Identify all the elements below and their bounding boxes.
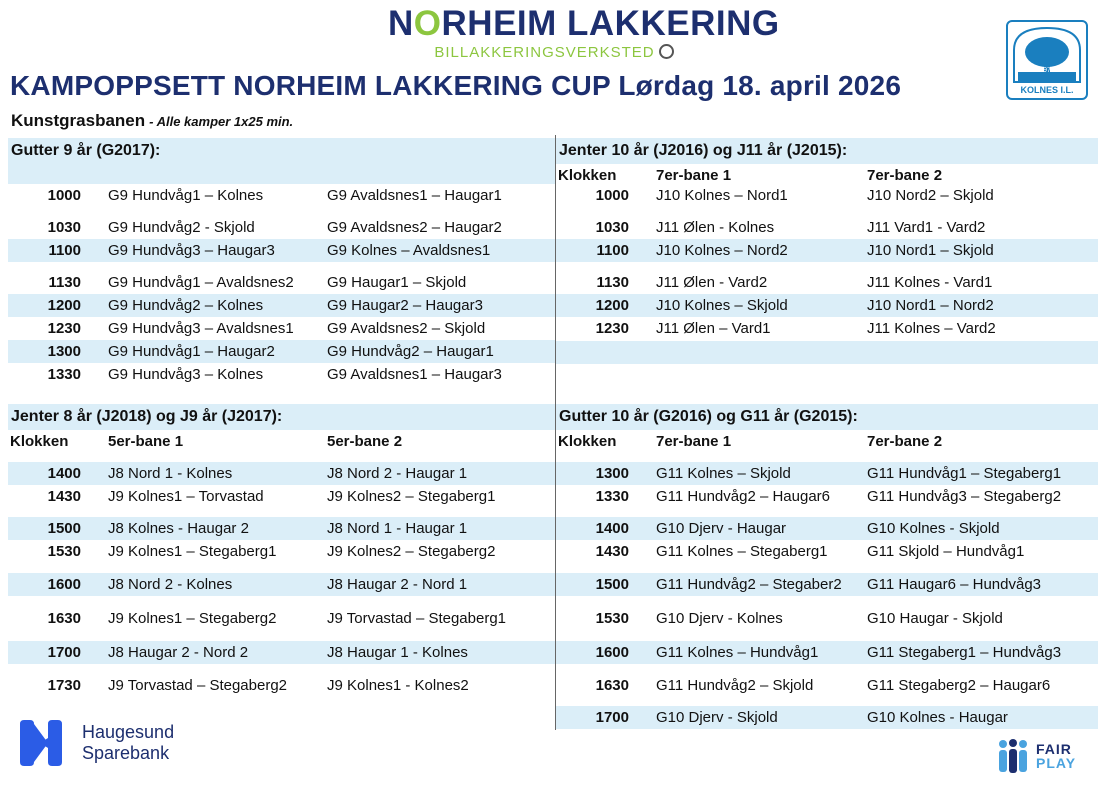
match-field-1: G11 Hundvåg2 – Skjold: [656, 677, 814, 694]
match-row: [556, 485, 1098, 508]
match-field-1: G9 Hundvåg1 – Kolnes: [108, 187, 264, 204]
field-note: - Alle kamper 1x25 min.: [149, 114, 294, 129]
match-row: [556, 573, 1098, 596]
match-time: 1630: [47, 610, 81, 627]
match-row: [556, 540, 1098, 563]
match-field-2: G10 Kolnes - Haugar: [867, 709, 1008, 726]
match-row: [8, 216, 555, 239]
club-year: 1978: [1039, 67, 1055, 74]
match-time: 1400: [595, 520, 629, 537]
section-title: Gutter 9 år (G2017):: [8, 138, 555, 164]
match-field-1: J8 Nord 1 - Kolnes: [108, 465, 233, 482]
match-row: [556, 607, 1098, 630]
match-field-1: J9 Kolnes1 – Stegaberg1: [108, 543, 277, 560]
match-field-1: G11 Kolnes – Stegaberg1: [656, 543, 828, 560]
row-stripe: [8, 160, 555, 184]
match-field-1: G11 Hundvåg2 – Stegaber2: [656, 576, 842, 593]
match-row: [8, 271, 555, 294]
match-time: 1730: [47, 677, 81, 694]
match-row: [556, 239, 1098, 262]
match-row: [8, 674, 555, 697]
match-row: [556, 216, 1098, 239]
match-row: [8, 184, 555, 207]
match-row: [556, 641, 1098, 664]
match-row: [8, 540, 555, 563]
match-row: [556, 184, 1098, 207]
match-field-2: G9 Avaldsnes1 – Haugar1: [327, 187, 502, 204]
match-field-2: G11 Skjold – Hundvåg1: [867, 543, 1025, 560]
match-time: 1100: [48, 242, 81, 259]
match-field-2: J8 Nord 2 - Haugar 1: [327, 465, 468, 482]
match-field-2: G9 Haugar2 – Haugar3: [327, 297, 483, 314]
match-row: [8, 485, 555, 508]
match-time: 1600: [595, 644, 629, 661]
match-time: 1530: [47, 543, 81, 560]
match-field-1: J10 Kolnes – Skjold: [656, 297, 788, 314]
match-time: 1200: [47, 297, 81, 314]
match-field-2: G9 Haugar1 – Skjold: [327, 274, 467, 291]
match-field-2: J9 Kolnes1 - Kolnes2: [327, 677, 469, 694]
header-time: Klokken: [10, 433, 69, 450]
match-row: [556, 271, 1098, 294]
section-title: Jenter 10 år (J2016) og J11 år (J2015):: [556, 138, 1098, 164]
match-field-1: J9 Torvastad – Stegaberg2: [108, 677, 288, 694]
match-time: 1030: [595, 219, 629, 236]
gear-icon: [659, 44, 674, 59]
schedule-gutter-9: [8, 138, 555, 390]
header-time: Klokken: [558, 167, 617, 184]
match-field-2: J10 Nord1 – Nord2: [867, 297, 994, 314]
match-field-2: G11 Hundvåg1 – Stegaberg1: [867, 465, 1062, 482]
match-time: 1430: [47, 488, 81, 505]
match-row: [8, 641, 555, 664]
match-field-2: G11 Hundvåg3 – Stegaberg2: [867, 488, 1062, 505]
row-stripe: [556, 341, 1098, 364]
match-field-1: J11 Ølen - Kolnes: [656, 219, 775, 236]
match-time: 1700: [595, 709, 629, 726]
match-field-2: G9 Avaldsnes1 – Haugar3: [327, 366, 502, 383]
header-field-2: 5er-bane 2: [327, 433, 403, 450]
match-field-1: J11 Ølen – Vard1: [656, 320, 771, 337]
section-title: Jenter 8 år (J2018) og J9 år (J2017):: [8, 404, 555, 430]
schedule-jenter-8: [8, 404, 555, 700]
club-name: KOLNES I.L.: [1020, 85, 1074, 95]
match-row: [8, 462, 555, 485]
match-time: 1700: [47, 644, 81, 661]
match-row: [8, 607, 555, 630]
match-time: 1100: [596, 242, 629, 259]
table-header: [8, 430, 555, 454]
match-field-1: G10 Djerv - Skjold: [656, 709, 778, 726]
match-field-2: J10 Nord2 – Skjold: [867, 187, 994, 204]
match-field-1: G9 Hundvåg2 – Kolnes: [108, 297, 264, 314]
sponsor-brand-logo: [388, 4, 780, 62]
match-field-2: J10 Nord1 – Skjold: [867, 242, 994, 259]
match-row: [556, 517, 1098, 540]
match-field-2: G9 Avaldsnes2 – Skjold: [327, 320, 486, 337]
page-title: KAMPOPPSETT NORHEIM LAKKERING CUP Lørdag 18. april 2026: [10, 70, 902, 101]
header-field-1: 5er-bane 1: [108, 433, 184, 450]
match-field-2: G10 Kolnes - Skjold: [867, 520, 1000, 537]
brand-name: NORHEIM LAKKERING: [388, 4, 780, 43]
match-field-2: G11 Haugar6 – Hundvåg3: [867, 576, 1042, 593]
match-row: [8, 317, 555, 340]
match-field-2: G11 Stegaberg1 – Hundvåg3: [867, 644, 1062, 661]
match-field-2: G10 Haugar - Skjold: [867, 610, 1003, 627]
match-field-2: G11 Stegaberg2 – Haugar6: [867, 677, 1051, 694]
field-name: Kunstgrasbanen: [11, 111, 146, 130]
match-time: 1200: [595, 297, 629, 314]
header-time: Klokken: [558, 433, 617, 450]
header-field-1: 7er-bane 1: [656, 433, 732, 450]
match-field-1: J8 Haugar 2 - Nord 2: [108, 644, 249, 661]
match-field-1: G10 Djerv - Kolnes: [656, 610, 783, 627]
match-row: [556, 462, 1098, 485]
match-row: [8, 363, 555, 386]
match-field-1: J9 Kolnes1 – Torvastad: [108, 488, 264, 505]
match-row: [556, 294, 1098, 317]
match-field-1: J10 Kolnes – Nord2: [656, 242, 788, 259]
match-row: [556, 674, 1098, 697]
match-field-1: J8 Nord 2 - Kolnes: [108, 576, 233, 593]
match-field-2: J9 Kolnes2 – Stegaberg1: [327, 488, 496, 505]
club-logo: [1006, 20, 1088, 100]
people-icon: [996, 738, 1030, 774]
match-row: [8, 340, 555, 363]
match-field-1: G9 Hundvåg1 – Avaldsnes2: [108, 274, 294, 291]
match-row: [556, 706, 1098, 729]
match-time: 1300: [595, 465, 629, 482]
match-time: 1430: [595, 543, 629, 560]
match-time: 1130: [48, 274, 81, 291]
match-field-1: G9 Hundvåg3 – Haugar3: [108, 242, 275, 259]
match-field-2: J11 Kolnes – Vard2: [867, 320, 996, 337]
match-field-2: G9 Kolnes – Avaldsnes1: [327, 242, 491, 259]
match-time: 1500: [47, 520, 81, 537]
match-time: 1500: [595, 576, 629, 593]
header-field-2: 7er-bane 2: [867, 433, 943, 450]
match-field-1: J9 Kolnes1 – Stegaberg2: [108, 610, 277, 627]
match-row: [556, 317, 1098, 340]
match-time: 1000: [47, 187, 81, 204]
match-time: 1400: [47, 465, 81, 482]
match-field-1: G9 Hundvåg3 – Kolnes: [108, 366, 264, 383]
match-field-1: G11 Hundvåg2 – Haugar6: [656, 488, 831, 505]
match-field-1: G11 Kolnes – Hundvåg1: [656, 644, 819, 661]
header-field-2: 7er-bane 2: [867, 167, 943, 184]
schedule-gutter-10: [556, 404, 1098, 732]
match-field-1: G9 Hundvåg2 - Skjold: [108, 219, 255, 236]
match-row: [8, 517, 555, 540]
match-field-1: J11 Ølen - Vard2: [656, 274, 768, 291]
match-time: 1000: [595, 187, 629, 204]
schedule-jenter-10: [556, 138, 1098, 368]
match-field-1: J10 Kolnes – Nord1: [656, 187, 788, 204]
match-time: 1330: [47, 366, 81, 383]
match-field-2: G9 Hundvåg2 – Haugar1: [327, 343, 494, 360]
match-time: 1130: [596, 274, 629, 291]
field-info: [11, 111, 293, 131]
brand-subtitle: BILLAKKERINGSVERKSTED: [388, 44, 720, 62]
match-field-2: J9 Kolnes2 – Stegaberg2: [327, 543, 496, 560]
match-row: [8, 294, 555, 317]
match-time: 1030: [47, 219, 81, 236]
match-field-1: G9 Hundvåg3 – Avaldsnes1: [108, 320, 294, 337]
section-title: Gutter 10 år (G2016) og G11 år (G2015):: [556, 404, 1098, 430]
match-field-2: J11 Kolnes - Vard1: [867, 274, 993, 291]
fairplay-text: FAIR PLAY: [1036, 741, 1077, 771]
match-field-2: J8 Haugar 1 - Kolnes: [327, 644, 468, 661]
match-time: 1230: [47, 320, 81, 337]
match-field-2: J9 Torvastad – Stegaberg1: [327, 610, 507, 627]
fairplay-logo: [996, 738, 1076, 774]
match-field-2: J8 Nord 1 - Haugar 1: [327, 520, 468, 537]
match-row: [8, 573, 555, 596]
header-field-1: 7er-bane 1: [656, 167, 732, 184]
match-field-1: G11 Kolnes – Skjold: [656, 465, 791, 482]
match-field-2: G9 Avaldsnes2 – Haugar2: [327, 219, 502, 236]
match-field-1: G9 Hundvåg1 – Haugar2: [108, 343, 275, 360]
match-time: 1330: [595, 488, 629, 505]
match-time: 1300: [47, 343, 81, 360]
sponsor-logo: [16, 718, 174, 768]
table-header: [556, 430, 1098, 454]
match-time: 1530: [595, 610, 629, 627]
match-field-2: J11 Vard1 - Vard2: [867, 219, 986, 236]
match-field-1: G10 Djerv - Haugar: [656, 520, 787, 537]
bank-logo-icon: [16, 718, 66, 768]
match-time: 1630: [595, 677, 629, 694]
match-time: 1230: [595, 320, 629, 337]
match-time: 1600: [47, 576, 81, 593]
match-field-2: J8 Haugar 2 - Nord 1: [327, 576, 468, 593]
match-row: [8, 239, 555, 262]
match-field-1: J8 Kolnes - Haugar 2: [108, 520, 249, 537]
sponsor-name: Haugesund Sparebank: [82, 722, 175, 763]
